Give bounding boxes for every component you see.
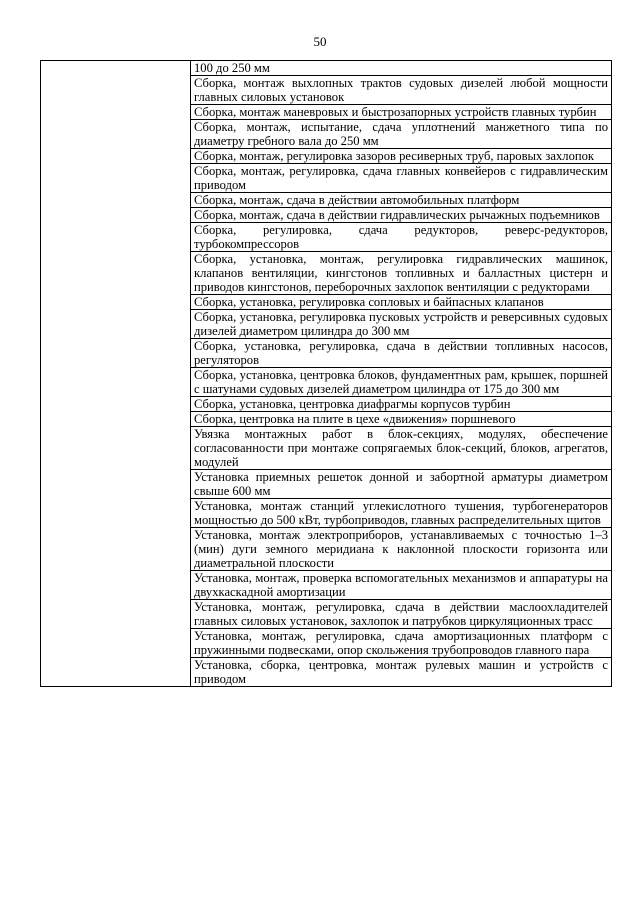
work-description-cell: [191, 470, 612, 499]
work-description-text: Установка, сборка, центровка, монтаж рулевых машин и устройств с приводом: [194, 658, 608, 686]
work-description-text: Установка, монтаж, регулировка, сдача в действии маслоохладителей главных силовых установок, захлопок и патрубков циркуляционных трасс: [194, 600, 608, 628]
work-description-cell: [191, 571, 612, 600]
left-column-cell: [41, 61, 191, 687]
work-description-text: Сборка, установка, регулировка, сдача в действии топливных насосов, регуляторов: [194, 339, 608, 367]
work-description-cell: [191, 397, 612, 412]
work-description-cell: [191, 499, 612, 528]
work-description-text: Сборка, установка, регулировка сопловых и байпасных клапанов: [194, 295, 544, 309]
work-description-text: Сборка, центровка на плите в цехе «движения» поршневого: [194, 412, 516, 426]
work-description-text: Установка, монтаж станций углекислотного тушения, турбогенераторов мощностью до 500 кВт, турбоприводов, главных распределительных щитов: [194, 499, 608, 527]
work-description-text: Установка, монтаж, проверка вспомогательных механизмов и аппаратуры на двухкаскадной амортизации: [194, 571, 608, 599]
work-description-text: 100 до 250 мм: [194, 61, 270, 75]
work-description-text: Сборка, установка, центровка блоков, фундаментных рам, крышек, поршней с шатунами судовых дизелей диаметром цилиндра от 175 до 300 мм: [194, 368, 608, 396]
work-description-text: Сборка, монтаж, регулировка зазоров ресиверных труб, паровых захлопок: [194, 149, 595, 163]
work-list-table: [40, 60, 612, 687]
work-description-text: Сборка, монтаж, испытание, сдача уплотнений манжетного типа по диаметру гребного вала до 250 мм: [194, 120, 608, 148]
work-description-cell: [191, 193, 612, 208]
work-description-cell: [191, 76, 612, 105]
work-description-text: Сборка, монтаж, сдача в действии автомобильных платформ: [194, 193, 520, 207]
work-description-cell: [191, 600, 612, 629]
table-body: [41, 61, 612, 687]
work-description-cell: [191, 252, 612, 295]
work-description-text: Установка, монтаж электроприборов, устанавливаемых с точностью 1–3 (мин) дуги земного меридиана к наклонной плоскости горизонта или диаметральной плоскости: [194, 528, 608, 570]
work-description-text: Увязка монтажных работ в блок-секциях, модулях, обеспечение согласованности при монтаже сопрягаемых блок-секций, блоков, агрегатов, модулей: [194, 427, 608, 469]
work-description-cell: [191, 208, 612, 223]
work-description-text: Сборка, монтаж выхлопных трактов судовых дизелей любой мощности главных силовых установок: [194, 76, 608, 104]
work-description-cell: [191, 149, 612, 164]
table-row: [41, 61, 612, 76]
work-description-cell: [191, 339, 612, 368]
work-description-cell: [191, 658, 612, 687]
work-description-cell: [191, 427, 612, 470]
work-description-cell: [191, 61, 612, 76]
work-description-text: Сборка, регулировка, сдача редукторов, реверс-редукторов, турбокомпрессоров: [194, 223, 608, 251]
work-description-cell: [191, 164, 612, 193]
work-description-text: Установка приемных решеток донной и забортной арматуры диаметром свыше 600 мм: [194, 470, 608, 498]
work-description-cell: [191, 105, 612, 120]
work-description-cell: [191, 120, 612, 149]
work-description-text: Сборка, установка, регулировка пусковых устройств и реверсивных судовых дизелей диаметром цилиндра до 300 мм: [194, 310, 608, 338]
work-description-text: Сборка, установка, монтаж, регулировка гидравлических машинок, клапанов вентиляции, кингстонов топливных и балластных цистерн и приводов кингстонов, переборочных захлопок вентиляции с редукторами: [194, 252, 608, 294]
work-description-text: Установка, монтаж, регулировка, сдача амортизационных платформ с пружинными подвесками, опор скольжения трубопроводов главного пара: [194, 629, 608, 657]
work-description-cell: [191, 295, 612, 310]
work-description-cell: [191, 368, 612, 397]
work-description-cell: [191, 223, 612, 252]
work-description-cell: [191, 412, 612, 427]
work-description-text: Сборка, монтаж, сдача в действии гидравлических рычажных подъемников: [194, 208, 600, 222]
work-description-text: Сборка, монтаж, регулировка, сдача главных конвейеров с гидравлическим приводом: [194, 164, 608, 192]
work-description-text: Сборка, установка, центровка диафрагмы корпусов турбин: [194, 397, 511, 411]
work-description-text: Сборка, монтаж маневровых и быстрозапорных устройств главных турбин: [194, 105, 597, 119]
work-description-cell: [191, 528, 612, 571]
work-description-cell: [191, 629, 612, 658]
work-description-cell: [191, 310, 612, 339]
page-number: 50: [313, 34, 327, 49]
